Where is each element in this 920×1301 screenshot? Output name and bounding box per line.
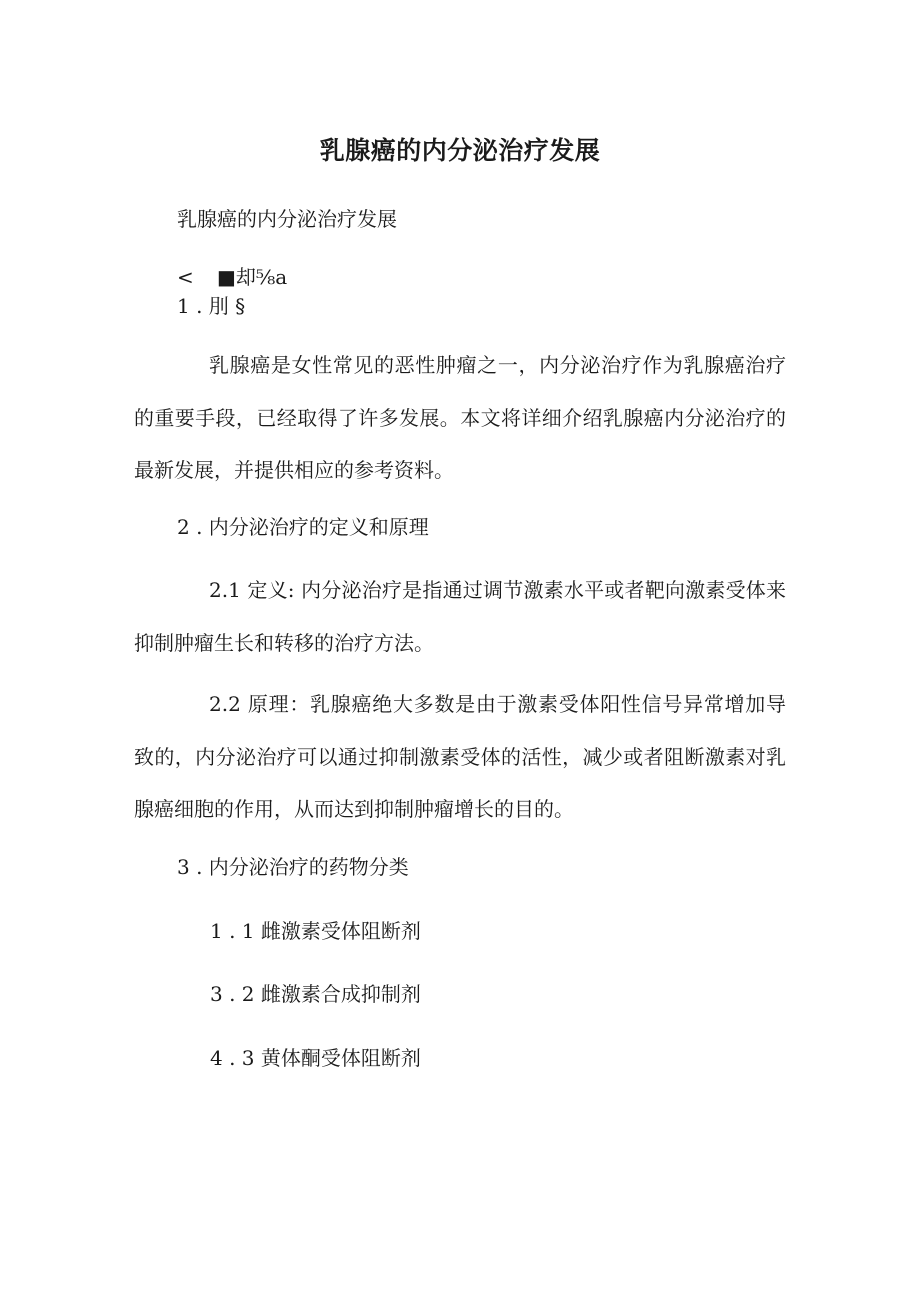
drug-class-item: 4 . 3 黄体酮受体阻断剂 — [210, 1046, 421, 1070]
section2-heading: 2 . 内分泌治疗的定义和原理 — [177, 515, 429, 539]
section3-heading: 3 . 内分泌治疗的药物分类 — [177, 855, 409, 879]
section2-1-paragraph: 2.1 定义: 内分泌治疗是指通过调节激素水平或者靶向激素受体来抑制肿瘤生长和转移的治疗方法。 — [134, 578, 786, 655]
toc-marker: < — [177, 265, 194, 289]
section2-2-paragraph: 2.2 原理：乳腺癌绝大多数是由于激素受体阳性信号异常增加导致的，内分泌治疗可以通过抑制激素受体的活性，减少或者阻断激素对乳腺癌细胞的作用，从而达到抑制肿瘤增长的目的。 — [134, 692, 786, 821]
section1-paragraph: 乳腺癌是女性常见的恶性肿瘤之一，内分泌治疗作为乳腺癌治疗的重要手段，已经取得了许多发展。本文将详细介绍乳腺癌内分泌治疗的最新发展，并提供相应的参考资料。 — [134, 353, 786, 482]
drug-class-item: 1 . 1 雌激素受体阻断剂 — [210, 919, 421, 943]
toc-label: ■却⅝a — [217, 265, 288, 289]
document-subtitle: 乳腺癌的内分泌治疗发展 — [177, 207, 397, 231]
drug-class-item: 3 . 2 雌激素合成抑制剂 — [210, 982, 421, 1006]
section1-heading: 1 . 刖 § — [177, 294, 246, 318]
document-title: 乳腺癌的内分泌治疗发展 — [319, 136, 601, 165]
